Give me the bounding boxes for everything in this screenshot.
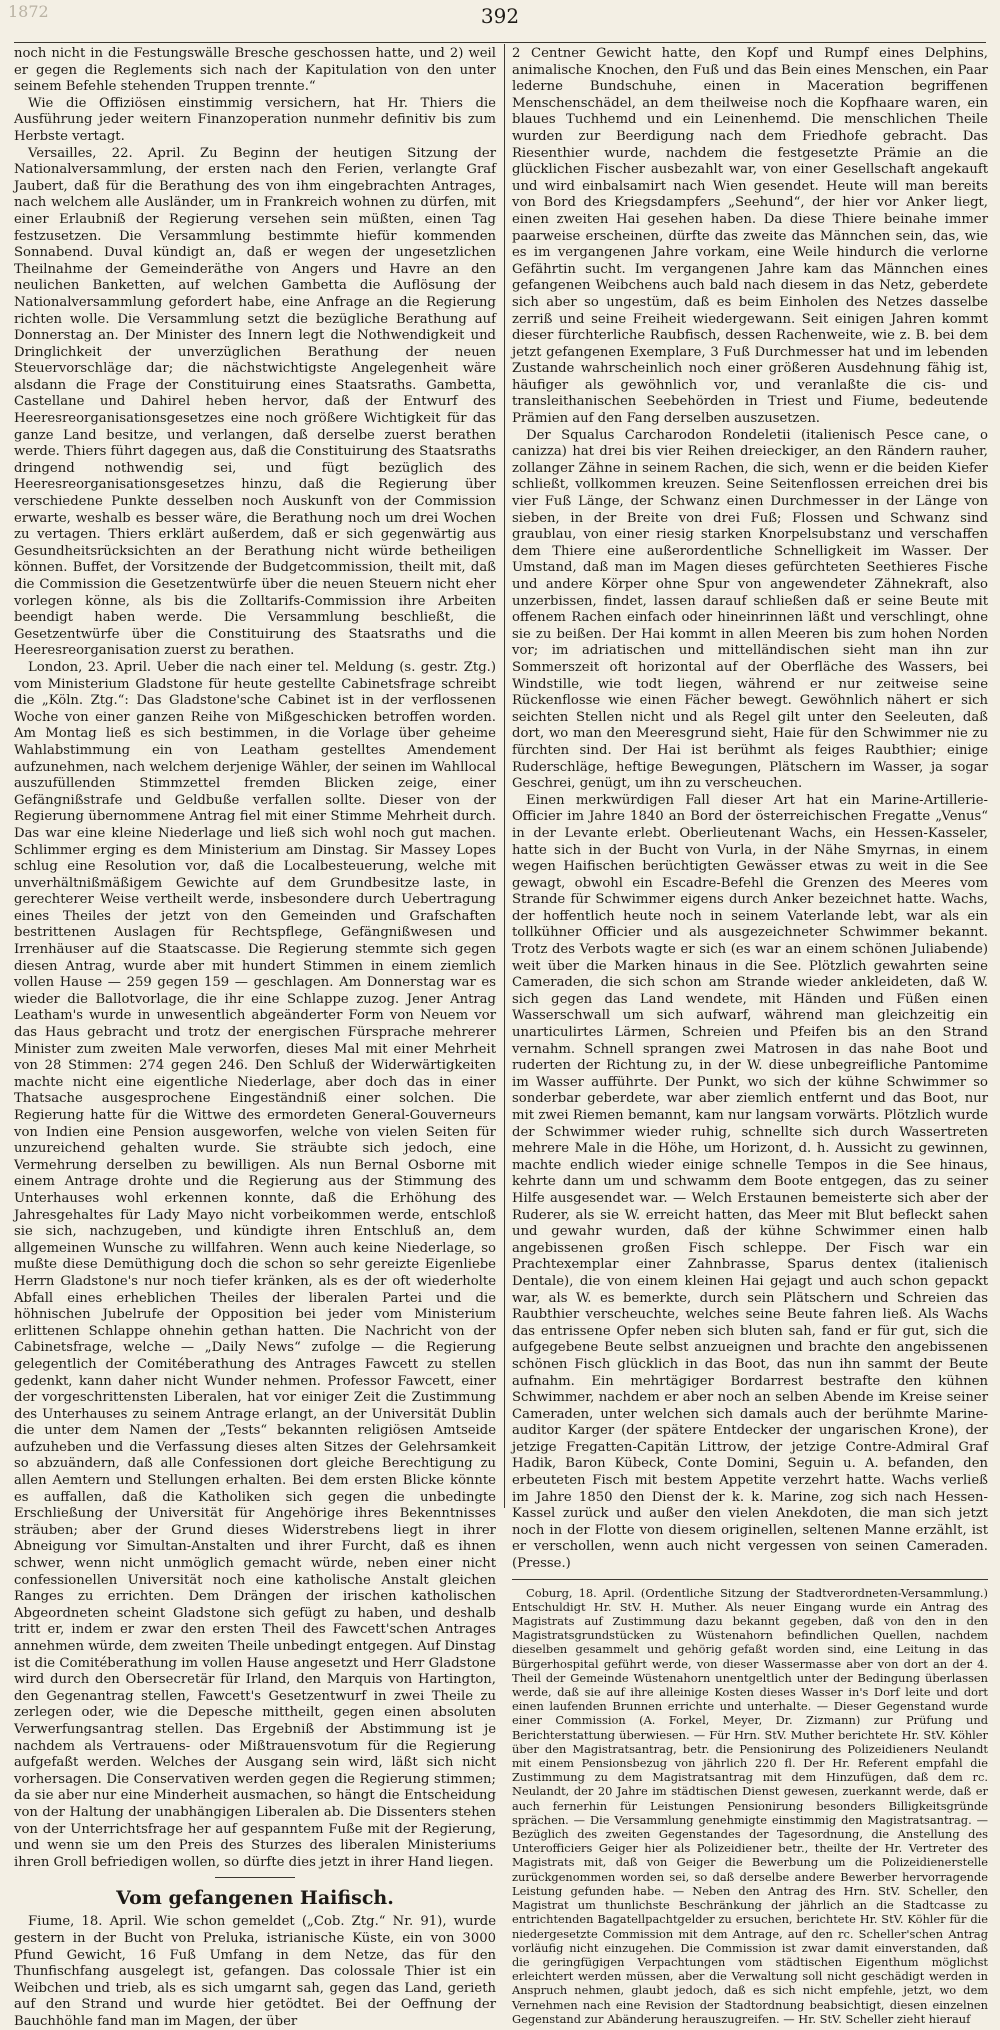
header-rule [14, 42, 986, 43]
article-paragraph: Fiume, 18. April. Wie schon gemeldet („Cob. Ztg.“ Nr. 91), wurde gestern in der Bucht von Preluka, istrianische Küste, ein von 3000 Pfund Gewicht, 16 Fuß Umfang in dem Netze, das für den Thunfischfang ausgelegt ist, gefangen. Das colossale Thier ist ein Weibchen und trieb, als es sich umgarnt sah, gegen das Land, gerieth auf den Strand und wurde hier getödtet. Bei der Oeffnung der Bauchhöhle fand man im Magen, der über [14, 1914, 496, 2029]
corner-mark: 1872 [8, 2, 49, 21]
article-paragraph: Coburg, 18. April. (Ordentliche Sitzung der Stadtverordneten-Versammlung.) Entschuldigt Hr. StV. H. Muther. Als neuer Eingang wurde ein Antrag des Magistrats auf Zustimmung dazu bekannt gegeben, daß von den in den Magistratsgrundstücken zu Wüstenahorn befindlichen Quellen, nachdem dieselben gesammelt und gehörig gefaßt worden sind, eine Leitung in das Bürgerhospital geführt werde, von dieser Wassermasse aber von dort an der 4. Theil der Gemeinde Wüstenahorn unentgeltlich unter der Bedingung überlassen werde, daß sie auf ihre alleinige Kosten dieses Wasser in's Dorf leite und dort einen laufenden Brunnen errichte und unterhalte. — Dieser Gegenstand wurde einer Commission (A. Forkel, Meyer, Dr. Zizmann) zur Prüfung und Berichterstattung überwiesen. — Für Hrn. StV. Muther berichtete Hr. StV. Köhler über den Magistratsantrag, betr. die Pensionirung des Polizeidieners Neulandt mit einem Pensionsbezug von jährlich 220 fl. Der Hr. Referent empfahl die Zustimmung zu dem Magistratsantrag mit dem Hinzufügen, daß dem rc. Neulandt, der 20 Jahre im städtischen Dienst gewesen, zuerkannt werde, daß er auch fernerhin für Leistungen Pensionirung besonders Billigkeitsgründe sprächen. — Die Versammlung genehmigte einstimmig den Magistratsantrag. — Bezüglich des zweiten Gegenstandes der Tagesordnung, die Anstellung des Unterofficiers Geiger hier als Polizeidiener betr., theilte der Hr. Vertreter des Magistrats mit, daß von Geiger die Bewerbung um die Polizeidienerstelle zurückgenommen worden sei, so daß derselbe andere Bewerber hervorragende Leistung gefunden habe. — Neben den Antrag des Hrn. StV. Scheller, den Magistrat um thunlichste Beschränkung der jährlich an die Stadtcasse zu entrichtenden Bagatellpachtgelder zu ersuchen, berichtete Hr. StV. Köhler für die niedergesetzte Commission mit dem Antrage, auf den rc. Scheller'schen Antrag vorläufig nicht einzugehen. Die Commission ist zwar damit einverstanden, daß die geringfügigen Verpachtungen vom städtischen Eigenthum möglichst erleichtert werden müssen, aber die Verwaltung soll nicht geschädigt werden in Anspruch nehmen, glaubt jedoch, daß es sich nicht empfehle, jetzt, wo dem Vernehmen nach eine Revision der Stadtordnung beabsichtigt, diesen einzelnen Gegenstand zur Abänderung herauszugreifen. — Hr. StV. Scheller zieht hierauf [512, 1585, 988, 2026]
right-column [512, 46, 988, 2026]
coburg-report [512, 1586, 988, 2026]
section-divider [215, 1877, 295, 1878]
page-number: 392 [480, 4, 520, 28]
article-paragraph: London, 23. April. Ueber die nach einer tel. Meldung (s. gestr. Ztg.) vom Ministerium Gladstone für heute gestellte Cabinetsfrage schreibt die „Köln. Ztg.“: Das Gladstone'sche Cabinet ist in der verflossenen Woche von einer ganzen Reihe von Mißgeschicken betroffen worden. Am Montag ließ es sich bestimmen, in die Vorlage über geheime Wahlabstimmung ein von Leatham gestelltes Amendement aufzunehmen, nach welchem derjenige Wähler, der seinen im Wahllocal auszufüllenden Stimmzettel fremden Blicken zeige, einer Gefängnißstrafe und Geldbuße verfallen sollte. Dieser von der Regierung übernommene Antrag fiel mit einer Stimme Mehrheit durch. Das war eine kleine Niederlage und ließ sich wohl noch gut machen. Schlimmer erging es dem Ministerium am Dinstag. Sir Massey Lopes schlug eine Resolution vor, daß die Localbesteuerung, welche mit unverhältnißmäßigem Gewichte auf dem Grundbesitze laste, in gerechterer Weise vertheilt werde, insbesondere durch Uebertragung eines Theiles der jetzt von den Gemeinden und Grafschaften bestrittenen Auslagen für Rechtspflege, Gefängnißwesen und Irrenhäuser auf die Staatscasse. Die Regierung stemmte sich gegen diesen Antrag, wurde aber mit hundert Stimmen in einem ziemlich vollen Hause — 259 gegen 159 — geschlagen. Am Donnerstag war es wieder die Ballotvorlage, die ihr eine Schlappe zuzog. Jener Antrag Leatham's wurde in unwesentlich abgeänderter Form von Neuem vor das Haus gebracht und trotz der energischen Fürsprache mehrerer Minister zum zweiten Male verworfen, dieses Mal mit einer Mehrheit von 28 Stimmen: 274 gegen 246. Den Schluß der Widerwärtigkeiten machte nicht eine eigentliche Niederlage, aber doch das in einer Thatsache ausgesprochene Eingeständniß einer solchen. Die Regierung hatte für die Wittwe des ermordeten General-Gouverneurs von Indien eine Pension ausgeworfen, welche von vielen Seiten für unzureichend gehalten wurde. Sie sträubte sich jedoch, eine Vermehrung derselben zu bewilligen. Als nun Bernal Osborne mit einem Antrage drohte und die Regierung aus der Stimmung des Unterhauses wohl erkennen konnte, daß die Erhöhung des Jahresgehaltes für Lady Mayo nicht vorbeikommen werde, entschloß sie sich, nachzugeben, und kündigte ihren Entschluß an, dem allgemeinen Wunsche zu willfahren. Wenn auch keine Niederlage, so mußte diese Demüthigung doch die schon so sehr gereizte Eigenliebe Herrn Gladstone's nur noch tiefer kränken, als es der oft wiederholte Abfall eines erheblichen Theiles der liberalen Partei und die höhnischen Jubelrufe der Opposition bei jeder vom Ministerium erlittenen Schlappe ohnehin gethan hatten. Die Nachricht von der Cabinetsfrage, welche — „Daily News“ zufolge — die Regierung gelegentlich der Comitéberathung des Antrages Fawcett zu stellen gedenkt, kann daher nicht Wunder nehmen. Professor Fawcett, einer der vorgeschrittensten Liberalen, hat vor einiger Zeit die Zustimmung des Unterhauses zu seinem Antrage erlangt, an der Universität Dublin die unter dem Namen der „Tests“ bekannten religiösen Amtseide aufzuheben und die Verfassung dieses alten Sitzes der Gelehrsamkeit so abzuändern, daß alle Confessionen dort gleiche Berechtigung zu allen Aemtern und Stellungen erhalten. Bei dem ersten Blicke könnte es auffallen, daß die Katholiken sich gegen die unbedingte Erschließung der Universität für Angehörige ihres Bekenntnisses sträuben; aber der Grund dieses Widerstrebens liegt in ihrer Abneigung vor Simultan-Anstalten und ihrer Furcht, daß es ihnen schwer, wenn nicht unmöglich gemacht würde, neben einer nicht confessionellen Universität noch eine katholische Anstalt gleichen Ranges zu errichten. Dem Drängen der irischen katholischen Abgeordneten scheint Gladstone sich gefügt zu haben, und deshalb tritt er, indem er zwar den ersten Theil des Fawcett'schen Antrages annehmen würde, dem zweiten Theile unbedingt entgegen. Auf Dinstag ist die Comitéberathung im vollen Hause angesetzt und Herr Gladstone wird durch den Obersecretär für Irland, den Marquis von Hartington, den Gegenantrag stellen, Fawcett's Gesetzentwurf in zwei Theile zu zerlegen oder, wie die Depesche mittheilt, gegen einen absoluten Verwerfungsantrag stellen. Das Ergebniß der Abstimmung ist je nachdem als Vertrauens- oder Mißtrauensvotum für die Regierung aufgefaßt werden. Welches der Ausgang sein wird, läßt sich nicht vorhersagen. Die Conservativen werden gegen die Regierung stimmen; da sie aber nur eine Minderheit ausmachen, so hängt die Entscheidung von der Haltung der unabhängigen Liberalen ab. Die Dissenters stehen von der Unterrichtsfrage her auf gespanntem Fuße mit der Regierung, und wenn sie um den Preis des Sturzes des liberalen Ministeriums ihren Groll befriedigen wollen, so dürfte dies jetzt in ihrer Hand liegen. [14, 659, 496, 1870]
section-divider [512, 1579, 988, 1580]
column-divider [504, 44, 505, 1508]
article-paragraph: Versailles, 22. April. Zu Beginn der heutigen Sitzung der Nationalversammlung, der ersten nach den Ferien, verlangte Graf Jaubert, daß für die Berathung des von ihm eingebrachten Antrages, nach welchem alle Ausländer, um in Frankreich wohnen zu dürfen, mit einer Erlaubniß der Regierung versehen sein müßten, einen Tag festzusetzen. Die Versammlung bestimmte hiefür kommenden Sonnabend. Duval kündigt an, daß er wegen der ungesetzlichen Theilnahme der Gemeinderäthe von Angers und Havre an den neulichen Banketten, auf welchen Gambetta die Auflösung der Nationalversammlung gefordert habe, eine Anfrage an die Regierung richten wolle. Die Versammlung setzt die bezügliche Berathung auf Donnerstag an. Der Minister des Innern legt die Nothwendigkeit und Dringlichkeit der unverzüglichen Berathung der neuen Steuervorschläge dar; die nächstwichtigste Angelegenheit wäre alsdann die Frage der Constituirung eines Staatsraths. Gambetta, Castellane und Dahirel heben hervor, daß der Entwurf des Heeresreorganisationsgesetzes eine noch größere Wichtigkeit für das ganze Land besitze, und verlangen, daß derselbe zuerst berathen werde. Thiers führt dagegen aus, daß die Constituirung des Staatsraths dringend nothwendig sei, und fügt bezüglich des Heeresreorganisationsgesetzes hinzu, daß die Regierung über verschiedene Punkte desselben noch Auskunft von der Commission erwarte, weshalb es besser wäre, die Berathung noch um drei Wochen zu vertagen. Thiers erklärt außerdem, daß er sich gegenwärtig aus Gesundheitsrücksichten an der Berathung nicht würde betheiligen können. Buffet, der Vorsitzende der Budgetcommission, theilt mit, daß die Commission die Gesetzentwürfe über die neuen Steuern nicht eher vorlegen könne, als bis die Zolltarifs-Commission ihre Arbeiten beendigt haben werde. Die Versammlung beschließt, die Gesetzentwürfe über die Constituirung des Staatsraths und die Heeresreorganisation zuerst zu berathen. [14, 145, 497, 659]
article-paragraph: noch nicht in die Festungswälle Bresche geschossen hatte, und 2) weil er gegen die Reglements sich nach der Kapitulation von den unter seinem Befehle stehenden Truppen trennte.“ [14, 46, 496, 95]
left-column [14, 46, 497, 2029]
article-paragraph: Der Squalus Carcharodon Rondeletii (italienisch Pesce cane, o canizza) hat drei bis vier Reihen dreieckiger, an den Rändern rauher, zollanger Zähne in seinem Rachen, die sich, wenn er die beiden Kiefer schließt, vollkommen kreuzen. Seine Seitenflossen erreichen drei bis vier Fuß Länge, der Schwanz einen Durchmesser in der Länge von sieben, in der Breite von drei Fuß; Flossen und Schwanz sind graublau, von einer riesig starken Knorpelsubstanz und verschaffen dem Thiere eine außerordentliche Schnelligkeit im Wasser. Der Umstand, daß man im Magen dieses gefürchteten Seethieres Fische und andere Körper ohne Spur von angewendeter Zähnekraft, also unzerbissen, findet, lassen darauf schließen daß er seine Beute mit offenem Rachen einfach oder hineinrinnen läßt und verschlingt, ohne sie zu beißen. Der Hai kommt in allen Meeren bis zum hohen Norden vor; im adriatischen und mittelländischen sieht man ihn zur Sommerszeit oft horizontal auf der Oberfläche des Wassers, bei Windstille, wie todt liegen, während er nur zeitweise seine Rückenflosse wie einen Fächer bewegt. Gewöhnlich nähert er sich seichten Stellen nicht und als Regel gilt unter den Seeleuten, daß dort, wo man den Meeresgrund sieht, Haie für den Schwimmer nie zu fürchten sind. Der Hai ist berühmt als feiges Raubthier; einige Ruderschläge, heftige Bewegungen, Plätschern im Wasser, ja sogar Geschrei, genügt, um ihn zu verscheuchen. [512, 427, 988, 792]
article-paragraph: 2 Centner Gewicht hatte, den Kopf und Rumpf eines Delphins, animalische Knochen, den Fuß und das Bein eines Menschen, ein Paar lederne Bundschuhe, einen in Maceration begriffenen Menschenschädel, an dem theilweise noch die Kopfhaare waren, ein blaues Tuchhemd und ein Leinenhemd. Die menschlichen Theile wurden zur Beerdigung nach dem Friedhofe gebracht. Das Riesenthier wurde, nachdem die festgesetzte Prämie an die glücklichen Fischer ausbezahlt war, von einer Gesellschaft angekauft und wird einbalsamirt nach Wien gesendet. Heute will man bereits von Bord des Kriegsdampfers „Seehund“, der hier vor Anker liegt, einen zweiten Hai gesehen haben. Da diese Thiere beinahe immer paarweise erscheinen, dürfte das zweite das Männchen sein, das, wie es im vergangenen Jahre vorkam, eine Weile hindurch die verlorne Gefährtin sucht. Im vergangenen Jahre kam das Männchen eines gefangenen Weibchens auch bald nach diesem in das Netz, geberdete sich aber so ungestüm, daß es beim Einholen des Netzes dasselbe zerriß und seine Freiheit wiedergewann. Seit einigen Jahren kommt dieser fürchterliche Raubfisch, dessen Rachenweite, wie z. B. bei dem jetzt gefangenen Exemplare, 3 Fuß Durchmesser hat und im lebenden Zustande wahrscheinlich noch einer größeren Ausdehnung fähig ist, häufiger als gewöhnlich vor, und veranlaßte die cis- und transleithanischen Seebehörden in Triest und Fiume, bedeutende Prämien auf den Fang derselben auszusetzen. [512, 46, 988, 427]
article-paragraph: Wie die Offiziösen einstimmig versichern, hat Hr. Thiers die Ausführung jeder weitern Finanzoperation nunmehr definitiv bis zum Herbste vertagt. [14, 95, 496, 144]
article-paragraph: Einen merkwürdigen Fall dieser Art hat ein Marine-Artillerie-Officier im Jahre 1840 an Bord der österreichischen Fregatte „Venus“ in der Levante erlebt. Oberlieutenant Wachs, ein Hessen-Kasseler, hatte sich in der Bucht von Vurla, in der Nähe Smyrnas, in einem wegen Haifischen berüchtigten Gewässer etwas zu weit in die See gewagt, obwohl ein Escadre-Befehl die Grenzen des Meeres vom Strande für Schwimmer eigens durch Anker bezeichnet hatte. Wachs, der hoffentlich heute noch in seinem Vaterlande lebt, war als ein tollkühner Officier und als ausgezeichneter Schwimmer bekannt. Trotz des Verbots wagte er sich (es war an einem schönen Juliabende) weit über die Marken hinaus in die See. Plötzlich gewahrten seine Cameraden, die sich schon am Strande wieder ankleideten, daß W. sich gegen das Land wendete, mit Händen und Füßen einen Wasserschwall um sich aufwarf, während man gleichzeitig ein unarticulirtes Lärmen, Schreien und Pfeifen bis an den Strand vernahm. Schnell sprangen zwei Matrosen in das nahe Boot und ruderten der Richtung zu, in der W. diese unbegreifliche Pantomime im Wasser aufführte. Der Punkt, wo sich der kühne Schwimmer so sonderbar geberdete, war aber ziemlich entfernt und das Boot, nur mit zwei Riemen bemannt, kam nur langsam vorwärts. Plötzlich wurde der Schwimmer wieder ruhig, schnellte sich durch Wassertreten mehrere Male in die Höhe, um Horizont, d. h. Aussicht zu gewinnen, machte endlich wieder einige schnelle Tempos in die See hinaus, kehrte dann um und schwamm dem Boote entgegen, das zu seiner Hilfe ausgesendet war. — Welch Erstaunen bemeisterte sich aber der Ruderer, als sie W. erreicht hatten, das Meer mit Blut befleckt sahen und gewahr wurden, daß der kühne Schwimmer einen halb angebissenen großen Fisch schleppe. Der Fisch war ein Prachtexemplar einer Zahnbrasse, Sparus dentex (italienisch Dentale), die von einem kleinen Hai gejagt und auch schon gepackt war, als W. es bemerkte, durch sein Plätschern und Schreien das Raubthier verscheuchte, welches seine Beute fahren ließ. Als Wachs das entrissene Opfer neben sich bluten sah, fand er für gut, sich die aufgegebene Beute selbst anzueignen und brachte den angebissenen schönen Fisch glücklich in das Boot, das nun ihn sammt der Beute aufnahm. Ein mehrtägiger Bordarrest bestrafte den kühnen Schwimmer, nachdem er aber noch an selben Abende im Kreise seiner Cameraden, unter welchen sich damals auch der berühmte Marine-auditor Karger (der spätere Entdecker der ungarischen Krone), der jetzige Fregatten-Capitän Littrow, der jetzige Contre-Admiral Graf Hadik, Baron Kübeck, Conte Domini, Seguin u. A. befanden, den erbeuteten Fisch mit bestem Appetite verzehrt hatte. Wachs verließ im Jahre 1850 den Dienst der k. k. Marine, zog sich nach Hessen-Kassel zurück und außer den vielen Anekdoten, die man sich jetzt noch in der Flotte von diesem originellen, seltenen Manne erzählt, ist er verschollen, wenn auch nicht vergessen von seinen Cameraden. (Presse.) [512, 792, 988, 1572]
headline: Vom gefangenen Haifisch. [116, 1887, 394, 1910]
